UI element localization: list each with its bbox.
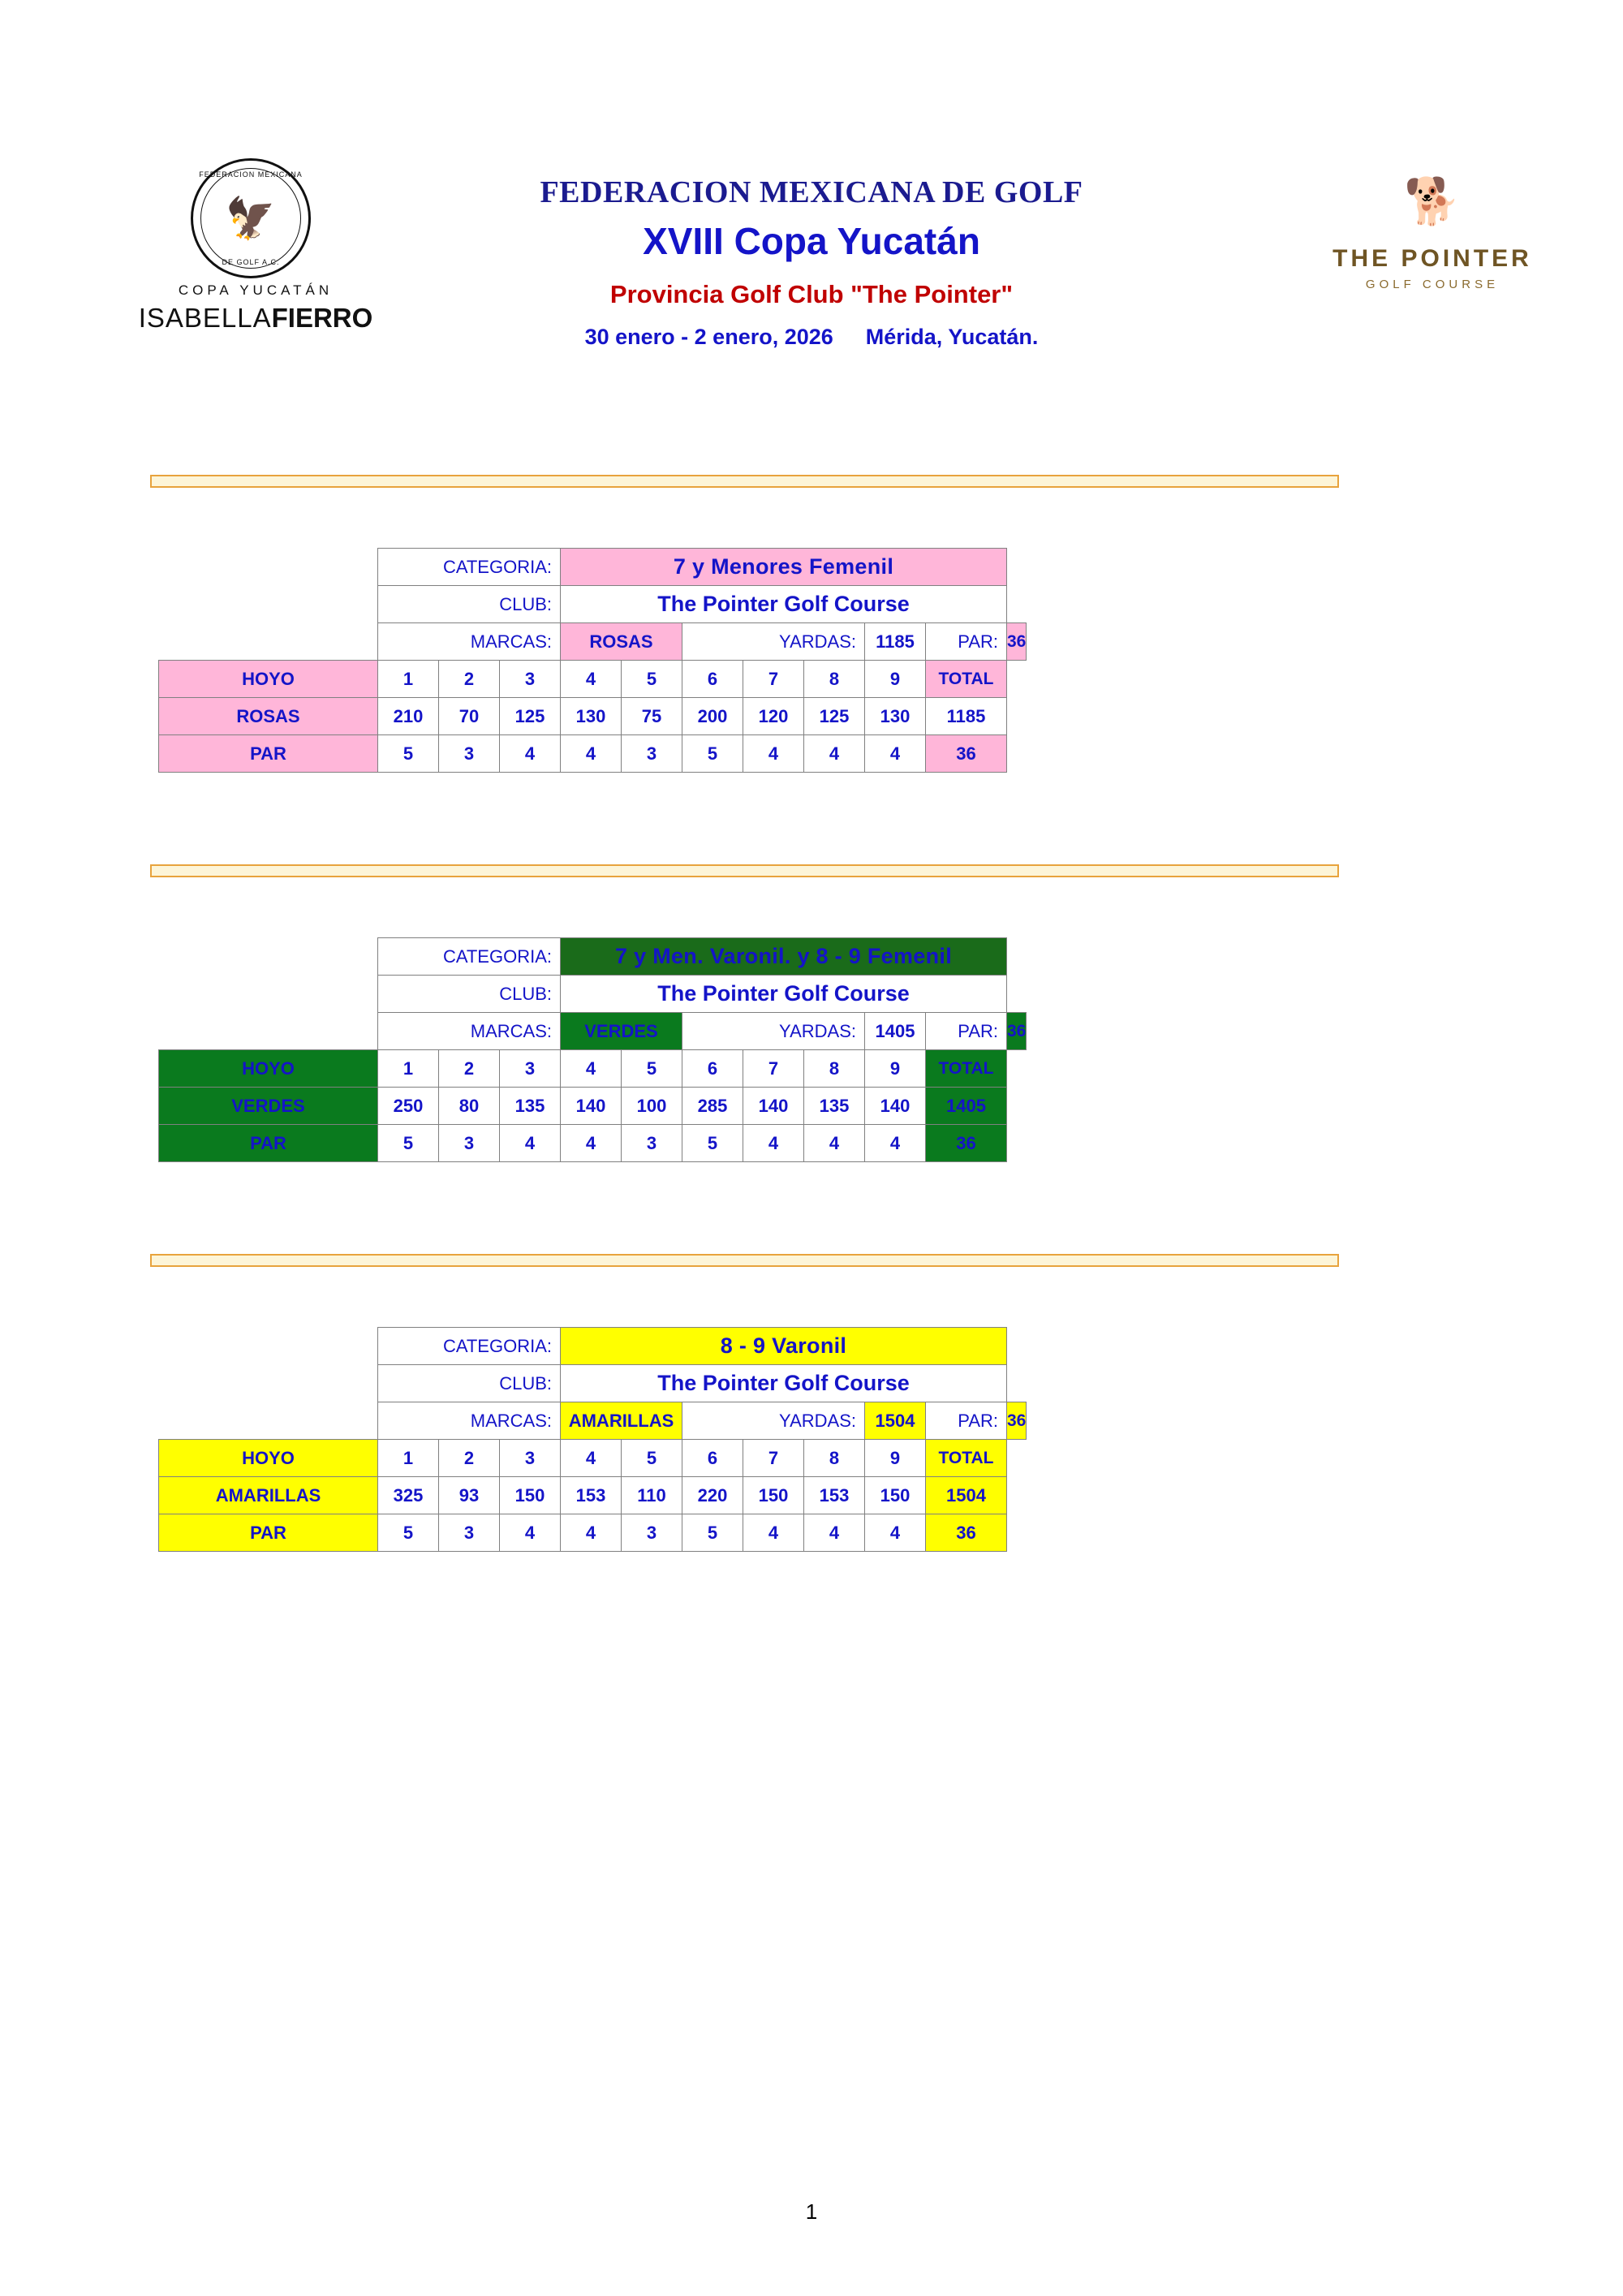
divider-bar-2 xyxy=(150,864,1339,877)
label-categoria: CATEGORIA: xyxy=(378,938,561,976)
yardage-cell: 135 xyxy=(804,1088,865,1125)
par-cell: 3 xyxy=(622,1125,682,1162)
hole-number: 6 xyxy=(682,661,743,698)
hole-number: 7 xyxy=(743,1050,804,1088)
hole-number: 8 xyxy=(804,661,865,698)
par-cell: 5 xyxy=(378,735,439,773)
yardage-cell: 150 xyxy=(743,1477,804,1514)
column-total-label: TOTAL xyxy=(926,661,1007,698)
par-cell: 4 xyxy=(804,1125,865,1162)
par-cell: 4 xyxy=(804,1514,865,1552)
row-label-par: PAR xyxy=(159,1125,378,1162)
yardage-cell: 325 xyxy=(378,1477,439,1514)
hole-number: 4 xyxy=(561,661,622,698)
table-row-pars xyxy=(159,735,1027,773)
par-cell: 4 xyxy=(561,1514,622,1552)
marcas-value: ROSAS xyxy=(561,623,682,661)
par-cell: 4 xyxy=(865,735,926,773)
scorecard-rosas xyxy=(158,548,1027,773)
yardage-cell: 130 xyxy=(865,698,926,735)
table-row xyxy=(159,1328,1027,1365)
par-total: 36 xyxy=(926,1514,1007,1552)
par-cell: 4 xyxy=(865,1125,926,1162)
scorecard-amarillas xyxy=(158,1327,1027,1552)
yardage-cell: 140 xyxy=(561,1088,622,1125)
par-cell: 4 xyxy=(561,735,622,773)
par-cell: 5 xyxy=(682,1514,743,1552)
par-cell: 3 xyxy=(622,735,682,773)
seal-bottom-text: DE GOLF A.C. xyxy=(222,258,280,266)
table-row-yardages xyxy=(159,698,1027,735)
table-row-holes xyxy=(159,661,1027,698)
row-label-hoyo: HOYO xyxy=(159,1050,378,1088)
par-cell: 3 xyxy=(439,1125,500,1162)
table-row xyxy=(159,586,1027,623)
yardage-cell: 153 xyxy=(804,1477,865,1514)
par-cell: 4 xyxy=(743,735,804,773)
table-row xyxy=(159,938,1027,976)
hole-number: 6 xyxy=(682,1440,743,1477)
yardage-cell: 250 xyxy=(378,1088,439,1125)
federation-title: FEDERACION MEXICANA DE GOLF xyxy=(540,175,1083,209)
table-row xyxy=(159,976,1027,1013)
club-value: The Pointer Golf Course xyxy=(561,1365,1007,1402)
yardas-total-value: 1185 xyxy=(865,623,926,661)
hole-number: 9 xyxy=(865,1050,926,1088)
label-club: CLUB: xyxy=(378,976,561,1013)
yardage-cell: 153 xyxy=(561,1477,622,1514)
hole-number: 7 xyxy=(743,661,804,698)
hole-number: 5 xyxy=(622,661,682,698)
hole-number: 1 xyxy=(378,1050,439,1088)
label-club: CLUB: xyxy=(378,586,561,623)
par-total: 36 xyxy=(926,735,1007,773)
categoria-value: 8 - 9 Varonil xyxy=(561,1328,1007,1365)
par-cell: 4 xyxy=(561,1125,622,1162)
divider-bar-3 xyxy=(150,1254,1339,1267)
club-title: Provincia Golf Club "The Pointer" xyxy=(609,280,1014,308)
label-yardas: YARDAS: xyxy=(682,1013,865,1050)
page-number: 1 xyxy=(805,2199,818,2224)
pointer-dog-icon: 🐕 xyxy=(1404,175,1461,226)
event-location: Mérida, Yucatán. xyxy=(865,325,1039,349)
yardage-cell: 220 xyxy=(682,1477,743,1514)
row-label-par: PAR xyxy=(159,1514,378,1552)
copa-yucatan-logo xyxy=(122,154,390,357)
table-row-pars xyxy=(159,1125,1027,1162)
par-total-value: 36 xyxy=(1007,1402,1027,1440)
marcas-value: VERDES xyxy=(561,1013,682,1050)
hole-number: 5 xyxy=(622,1440,682,1477)
yardas-total-value: 1504 xyxy=(865,1402,926,1440)
table-row xyxy=(159,549,1027,586)
isabella-text: ISABELLA xyxy=(138,303,272,333)
club-value: The Pointer Golf Course xyxy=(561,586,1007,623)
par-cell: 5 xyxy=(378,1514,439,1552)
yardage-cell: 140 xyxy=(865,1088,926,1125)
hole-number: 3 xyxy=(500,661,561,698)
categoria-value: 7 y Menores Femenil xyxy=(561,549,1007,586)
table-row-pars xyxy=(159,1514,1027,1552)
yardage-cell: 120 xyxy=(743,698,804,735)
par-cell: 4 xyxy=(865,1514,926,1552)
scorecard-verdes xyxy=(158,937,1027,1162)
fierro-text: FIERRO xyxy=(271,303,373,333)
hole-number: 2 xyxy=(439,1050,500,1088)
yardage-total: 1504 xyxy=(926,1477,1007,1514)
yardage-cell: 80 xyxy=(439,1088,500,1125)
divider-bar-1 xyxy=(150,475,1339,488)
yardage-cell: 135 xyxy=(500,1088,561,1125)
event-dates: 30 enero - 2 enero, 2026 xyxy=(584,325,833,349)
copa-yucatan-text: COPA YUCATÁN xyxy=(178,282,334,298)
label-marcas: MARCAS: xyxy=(378,623,561,661)
par-cell: 4 xyxy=(500,1514,561,1552)
par-cell: 4 xyxy=(804,735,865,773)
yardage-cell: 75 xyxy=(622,698,682,735)
label-par: PAR: xyxy=(926,1402,1007,1440)
row-label-hoyo: HOYO xyxy=(159,1440,378,1477)
row-label-par: PAR xyxy=(159,735,378,773)
par-cell: 4 xyxy=(743,1125,804,1162)
scorecard-table-rosas xyxy=(158,548,1027,773)
par-cell: 3 xyxy=(622,1514,682,1552)
label-par: PAR: xyxy=(926,623,1007,661)
yardage-cell: 93 xyxy=(439,1477,500,1514)
table-row xyxy=(159,1365,1027,1402)
par-total: 36 xyxy=(926,1125,1007,1162)
yardas-total-value: 1405 xyxy=(865,1013,926,1050)
hole-number: 8 xyxy=(804,1440,865,1477)
yardage-cell: 140 xyxy=(743,1088,804,1125)
yardage-cell: 100 xyxy=(622,1088,682,1125)
row-label-marcas: ROSAS xyxy=(159,698,378,735)
the-pointer-logo xyxy=(1298,175,1566,341)
par-cell: 4 xyxy=(500,735,561,773)
fmg-seal-icon xyxy=(191,158,311,278)
yardage-total: 1405 xyxy=(926,1088,1007,1125)
par-cell: 3 xyxy=(439,1514,500,1552)
par-cell: 3 xyxy=(439,735,500,773)
hole-number: 9 xyxy=(865,1440,926,1477)
yardage-cell: 285 xyxy=(682,1088,743,1125)
scorecard-table-amarillas xyxy=(158,1327,1027,1552)
yardage-total: 1185 xyxy=(926,698,1007,735)
pointer-name-text: THE POINTER xyxy=(1332,245,1532,272)
yardage-cell: 110 xyxy=(622,1477,682,1514)
label-categoria: CATEGORIA: xyxy=(378,1328,561,1365)
table-row-holes xyxy=(159,1050,1027,1088)
hole-number: 9 xyxy=(865,661,926,698)
hole-number: 7 xyxy=(743,1440,804,1477)
table-row-yardages xyxy=(159,1477,1027,1514)
seal-top-text: FEDERACION MEXICANA xyxy=(199,170,303,179)
par-total-value: 36 xyxy=(1007,1013,1027,1050)
event-title: XVIII Copa Yucatán xyxy=(643,220,980,262)
par-cell: 5 xyxy=(682,735,743,773)
yardage-cell: 70 xyxy=(439,698,500,735)
hole-number: 1 xyxy=(378,661,439,698)
yardage-cell: 210 xyxy=(378,698,439,735)
par-total-value: 36 xyxy=(1007,623,1027,661)
column-total-label: TOTAL xyxy=(926,1050,1007,1088)
yardage-cell: 150 xyxy=(500,1477,561,1514)
column-total-label: TOTAL xyxy=(926,1440,1007,1477)
table-row xyxy=(159,1013,1027,1050)
label-yardas: YARDAS: xyxy=(682,623,865,661)
hole-number: 2 xyxy=(439,661,500,698)
hole-number: 1 xyxy=(378,1440,439,1477)
hole-number: 6 xyxy=(682,1050,743,1088)
par-cell: 4 xyxy=(743,1514,804,1552)
label-yardas: YARDAS: xyxy=(682,1402,865,1440)
isabella-fierro-wordmark xyxy=(122,303,390,334)
hole-number: 3 xyxy=(500,1050,561,1088)
row-label-marcas: AMARILLAS xyxy=(159,1477,378,1514)
hole-number: 4 xyxy=(561,1050,622,1088)
label-par: PAR: xyxy=(926,1013,1007,1050)
par-cell: 4 xyxy=(500,1125,561,1162)
marcas-value: AMARILLAS xyxy=(561,1402,682,1440)
row-label-marcas: VERDES xyxy=(159,1088,378,1125)
table-row xyxy=(159,623,1027,661)
yardage-cell: 200 xyxy=(682,698,743,735)
label-marcas: MARCAS: xyxy=(378,1013,561,1050)
categoria-value: 7 y Men. Varonil. y 8 - 9 Femenil xyxy=(561,938,1007,976)
yardage-cell: 130 xyxy=(561,698,622,735)
table-row-yardages xyxy=(159,1088,1027,1125)
yardage-cell: 125 xyxy=(804,698,865,735)
yardage-cell: 150 xyxy=(865,1477,926,1514)
label-marcas: MARCAS: xyxy=(378,1402,561,1440)
par-cell: 5 xyxy=(378,1125,439,1162)
label-categoria: CATEGORIA: xyxy=(378,549,561,586)
hole-number: 4 xyxy=(561,1440,622,1477)
scorecard-table-verdes xyxy=(158,937,1027,1162)
pointer-sub-text: GOLF COURSE xyxy=(1365,278,1500,291)
label-club: CLUB: xyxy=(378,1365,561,1402)
hole-number: 3 xyxy=(500,1440,561,1477)
yardage-cell: 125 xyxy=(500,698,561,735)
document-header xyxy=(0,154,1623,398)
table-row xyxy=(159,1402,1027,1440)
par-cell: 5 xyxy=(682,1125,743,1162)
eagle-icon: 🦅 xyxy=(225,196,277,241)
club-value: The Pointer Golf Course xyxy=(561,976,1007,1013)
hole-number: 8 xyxy=(804,1050,865,1088)
table-row-holes xyxy=(159,1440,1027,1477)
hole-number: 2 xyxy=(439,1440,500,1477)
row-label-hoyo: HOYO xyxy=(159,661,378,698)
hole-number: 5 xyxy=(622,1050,682,1088)
